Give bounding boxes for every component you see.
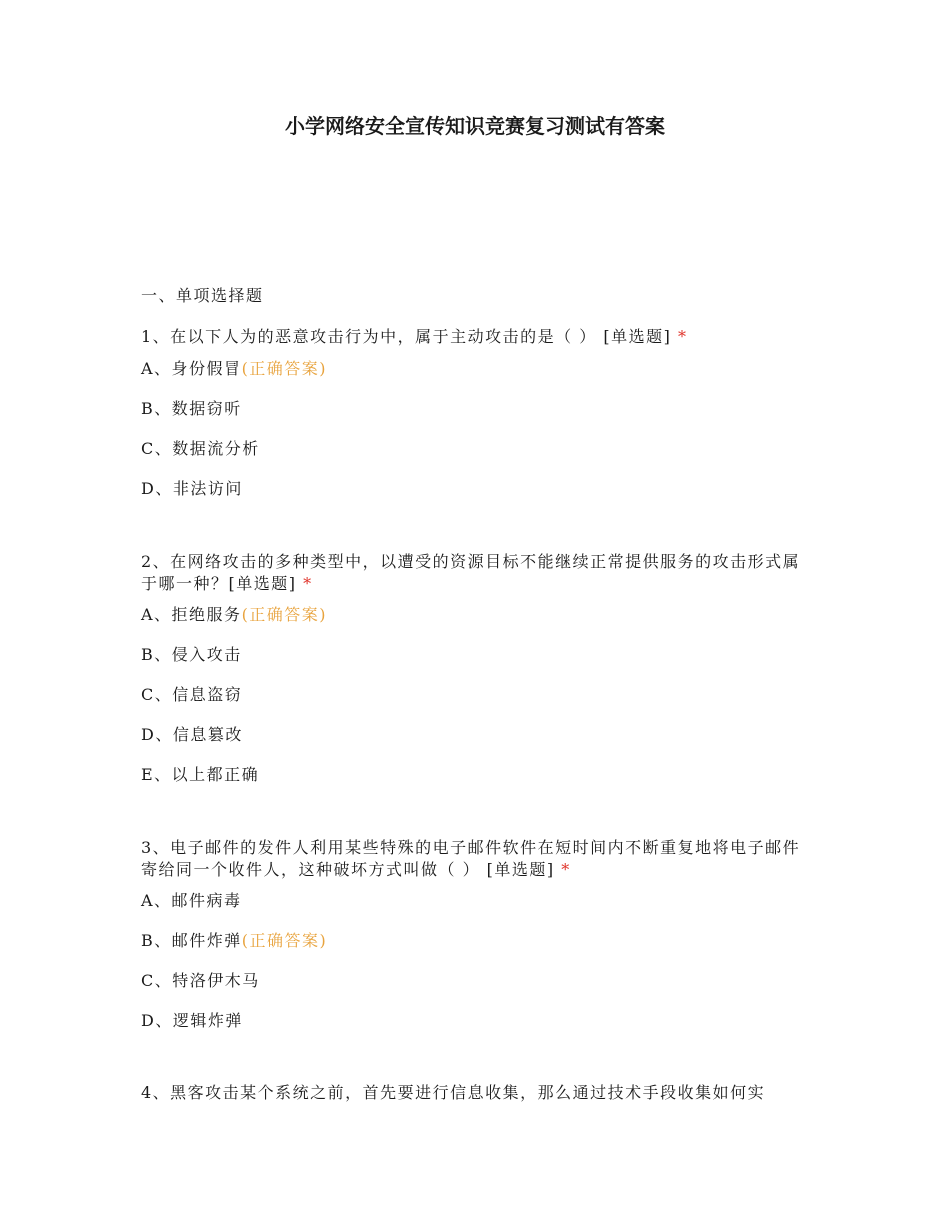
option-2e: E、以上都正确: [141, 765, 260, 784]
option-3d: D、逻辑炸弹: [141, 1011, 243, 1030]
question-1-text: 1、在以下人为的恶意攻击行为中，属于主动攻击的是（ ） [单选题]: [141, 327, 672, 346]
option-2d: D、信息篡改: [141, 725, 243, 744]
question-4: 4、黑客攻击某个系统之前，首先要进行信息收集，那么通过技术手段收集如何实: [141, 1083, 766, 1102]
question-3-text: 3、电子邮件的发件人利用某些特殊的电子邮件软件在短时间内不断重复地将电子邮件寄给同一个收件人，这种破坏方式叫做（ ） [单选题]: [141, 838, 801, 879]
correct-answer-mark: (正确答案): [241, 605, 328, 624]
required-mark: *: [677, 327, 688, 346]
option-2b: B、侵入攻击: [141, 645, 242, 664]
option-2c: C、信息盗窃: [141, 685, 243, 704]
option-1c: C、数据流分析: [141, 439, 260, 458]
correct-answer-mark: (正确答案): [241, 931, 328, 950]
option-3c: C、特洛伊木马: [141, 971, 260, 990]
option-2a: A、拒绝服务(正确答案): [141, 605, 328, 624]
section-heading: 一、单项选择题: [141, 286, 264, 305]
option-3b: B、邮件炸弹(正确答案): [141, 931, 328, 950]
correct-answer-mark: (正确答案): [241, 359, 328, 378]
question-2: [141, 551, 806, 595]
question-3: [141, 837, 806, 881]
option-1d: D、非法访问: [141, 479, 243, 498]
question-2-text: 2、在网络攻击的多种类型中，以遭受的资源目标不能继续正常提供服务的攻击形式属于哪一种？[单选题]: [141, 552, 801, 593]
option-1a: A、身份假冒(正确答案): [141, 359, 328, 378]
required-mark: *: [303, 574, 313, 593]
page-title: 小学网络安全宣传知识竞赛复习测试有答案: [285, 114, 665, 138]
required-mark: *: [561, 860, 571, 879]
option-3a: A、邮件病毒: [141, 891, 242, 910]
option-1b: B、数据窃听: [141, 399, 242, 418]
question-1: [141, 326, 806, 348]
